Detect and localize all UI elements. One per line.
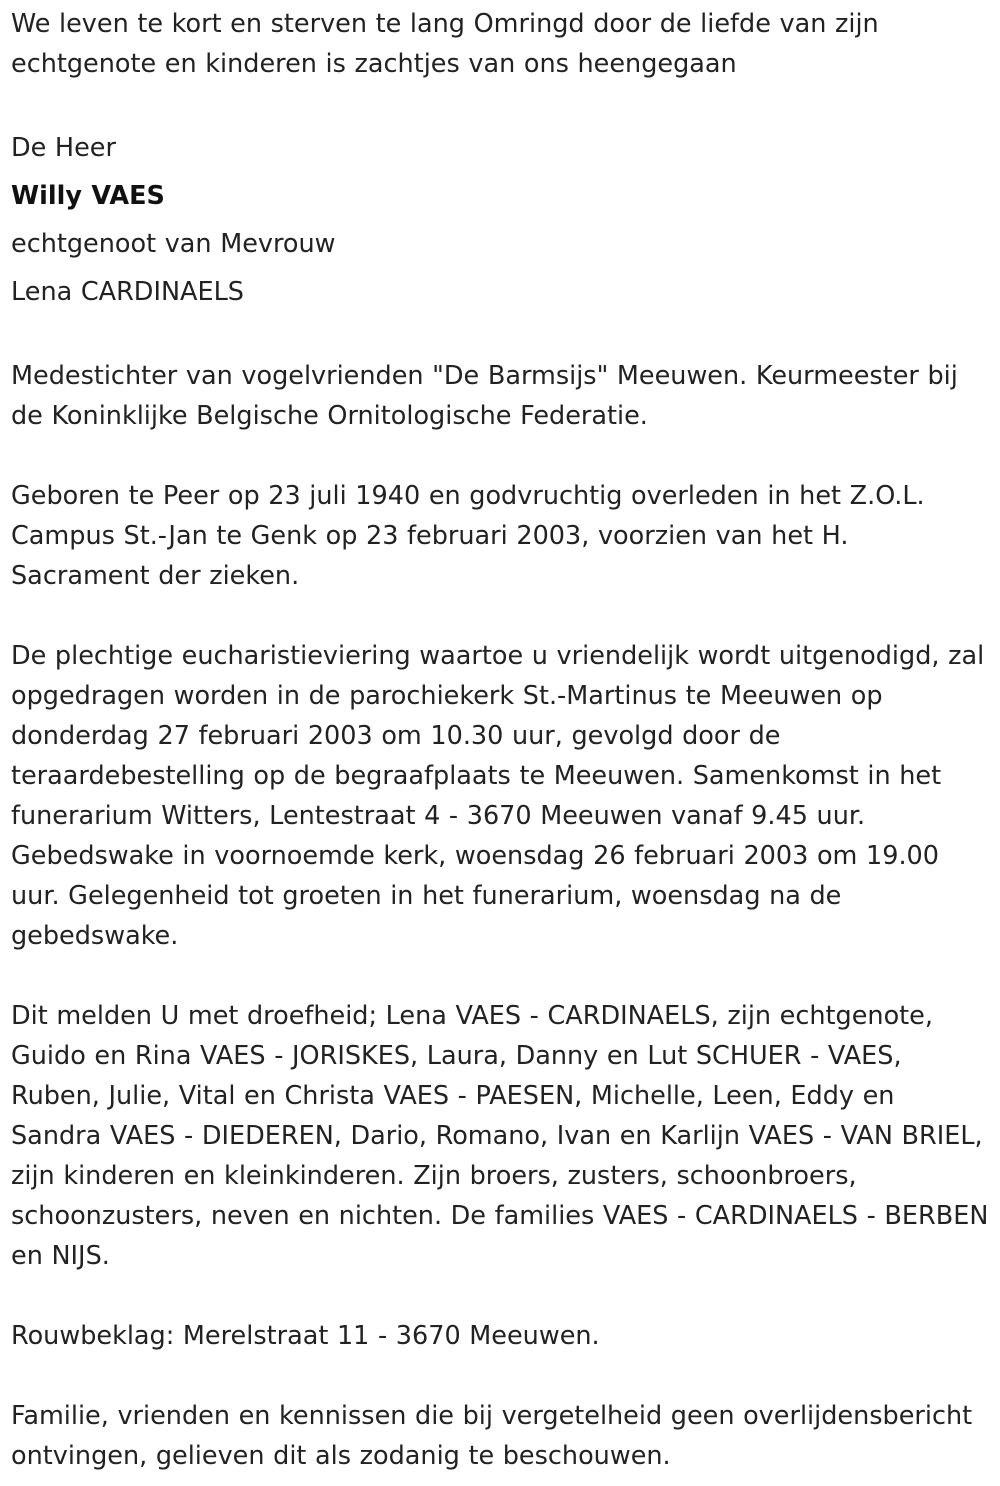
paragraph-gap (11, 1356, 989, 1396)
paragraph-gap (11, 84, 989, 124)
paragraph-gap (11, 1276, 989, 1316)
obituary-text (11, 4, 989, 1476)
funeral-paragraph: De plechtige eucharistieviering waartoe u vriendelijk wordt uitgenodigd, zal opgedragen worden in de parochiekerk St.-Martinus te Meeuwen op donderdag 27 februari 2003 om 10.30 uur, gevolgd door de teraardebestelling op de begraafplaats te Meeuwen. Samenkomst in het funerarium Witters, Lentestraat 4 - 3670 Meeuwen vanaf 9.45 uur. Gebedswake in voornoemde kerk, woensdag 26 februari 2003 om 19.00 uur. Gelegenheid tot groeten in het funerarium, woensdag na de gebedswake. (11, 641, 985, 951)
opening-paragraph: We leven te kort en sterven te lang Omringd door de liefde van zijn echtgenote en kinderen is zachtjes van ons heengegaan (11, 9, 879, 79)
paragraph-gap (11, 436, 989, 476)
paragraph-gap (11, 316, 989, 356)
condolence-address: Rouwbeklag: Merelstraat 11 - 3670 Meeuwen. (11, 1321, 600, 1351)
spouse-intro: echtgenoot van Mevrouw (11, 229, 336, 259)
family-paragraph: Dit melden U met droefheid; Lena VAES - CARDINAELS, zijn echtgenote, Guido en Rina VAES - JORISKES, Laura, Danny en Lut SCHUER - VAES, Ruben, Julie, Vital en Christa VAES - PAESEN, Michelle, Leen, Eddy en Sandra VAES - DIEDEREN, Dario, Romano, Ivan en Karlijn VAES - VAN BRIEL, zijn kinderen en kleinkinderen. Zijn broers, zusters, schoonbroers, schoonzusters, neven en nichten. De families VAES - CARDINAELS - BERBEN en NIJS. (11, 1001, 989, 1271)
affiliations-paragraph: Medestichter van vogelvrienden "De Barmsijs" Meeuwen. Keurmeester bij de Koninklijke Belgische Ornitologische Federatie. (11, 361, 958, 431)
spouse-name: Lena CARDINAELS (11, 277, 244, 307)
closing-paragraph: Familie, vrienden en kennissen die bij vergetelheid geen overlijdensbericht ontvingen, gelieven dit als zodanig te beschouwen. (11, 1401, 973, 1471)
paragraph-gap (11, 596, 989, 636)
honorific: De Heer (11, 133, 116, 163)
paragraph-gap (11, 956, 989, 996)
deceased-name: Willy VAES (11, 181, 165, 211)
birth-death-paragraph: Geboren te Peer op 23 juli 1940 en godvruchtig overleden in het Z.O.L. Campus St.-Jan te Genk op 23 februari 2003, voorzien van het H. Sacrament der zieken. (11, 481, 925, 591)
